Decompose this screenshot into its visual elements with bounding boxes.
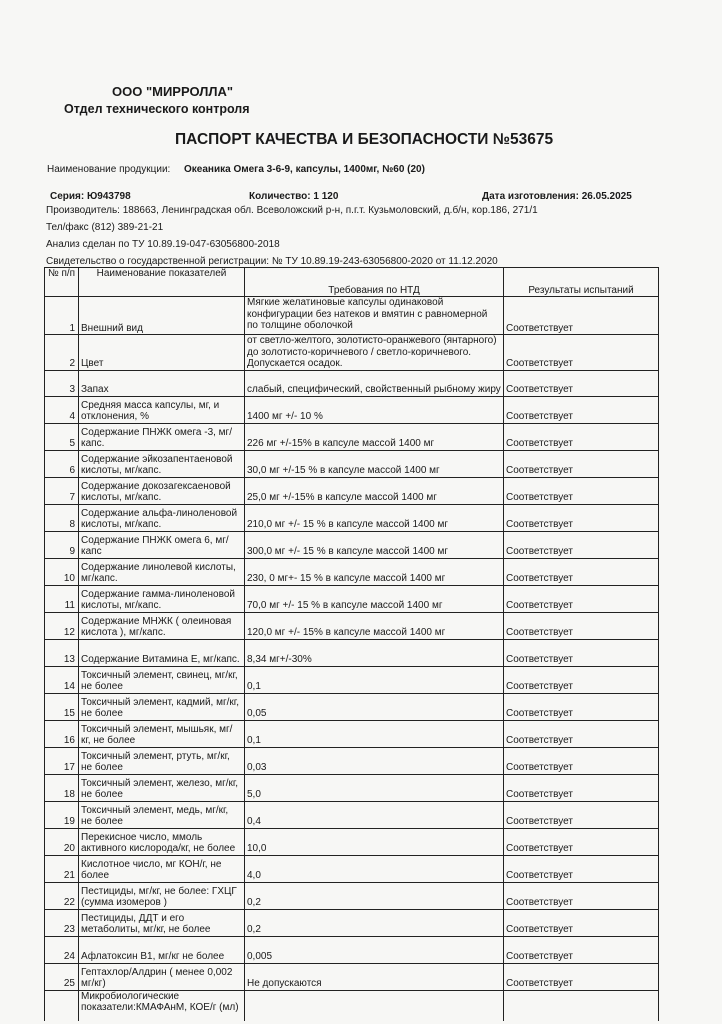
analysis-spec: Анализ сделан по ТУ 10.89.19-047-63056800-2018 [46,239,280,250]
phone: Тел/факс (812) 389-21-21 [46,222,164,233]
row-number: 12 [45,612,79,639]
test-result: Соответствует [504,882,659,909]
empty-cell [245,990,504,1021]
requirement: Не допускаются [245,963,504,990]
indicator-name: Средняя масса капсулы, мг, и отклонения, % [79,396,245,423]
table-row [45,828,659,855]
requirement: 70,0 мг +/- 15 % в капсуле массой 1400 мг [245,585,504,612]
test-result: Соответствует [504,531,659,558]
row-number: 16 [45,720,79,747]
row-number: 2 [45,335,79,371]
product-label: Наименование продукции: [47,164,171,175]
table-row [45,450,659,477]
product-value: Океаника Омега 3-6-9, капсулы, 1400мг, №60 (20) [184,164,425,175]
requirement: 300,0 мг +/- 15 % в капсуле массой 1400 мг [245,531,504,558]
table-row [45,423,659,450]
indicator-name: Содержание эйкозапентаеновой кислоты, мг/капс. [79,450,245,477]
row-number: 20 [45,828,79,855]
indicator-name: Микробиологические показатели:КМАФАнМ, КОЕ/г (мл) [79,990,245,1021]
indicator-name: Содержание ПНЖК омега -3, мг/капс. [79,423,245,450]
table-row [45,747,659,774]
indicator-name: Кислотное число, мг КОН/г, не более [79,855,245,882]
test-result: Соответствует [504,396,659,423]
table-row [45,370,659,396]
row-number: 15 [45,693,79,720]
row-number: 10 [45,558,79,585]
requirement: 4,0 [245,855,504,882]
row-number: 17 [45,747,79,774]
header-results: Результаты испытаний [504,268,659,297]
indicator-name: Содержание линолевой кислоты, мг/капс. [79,558,245,585]
test-result: Соответствует [504,855,659,882]
test-result: Соответствует [504,370,659,396]
requirement: 0,1 [245,666,504,693]
test-result: Соответствует [504,612,659,639]
indicator-name: Гептахлор/Алдрин ( менее 0,002 мг/кг) [79,963,245,990]
row-number: 8 [45,504,79,531]
requirement: 0,03 [245,747,504,774]
indicator-name: Содержание докозагексаеновой кислоты, мг/капс. [79,477,245,504]
indicator-name: Афлатоксин В1, мг/кг не более [79,936,245,963]
requirement: 0,05 [245,693,504,720]
indicator-name: Внешний вид [79,297,245,335]
requirement: 0,1 [245,720,504,747]
indicator-name: Цвет [79,335,245,371]
indicator-name: Токсичный элемент, кадмий, мг/кг, не более [79,693,245,720]
row-number: 5 [45,423,79,450]
requirement: 0,2 [245,882,504,909]
requirement: от светло-желтого, золотисто-оранжевого (янтарного) до золотисто-коричневого / светло-коричневого. Допускается осадок. [245,335,504,371]
row-number: 13 [45,639,79,666]
row-number: 24 [45,936,79,963]
requirement: 226 мг +/-15% в капсуле массой 1400 мг [245,423,504,450]
table-row [45,774,659,801]
indicator-name: Токсичный элемент, мышьяк, мг/кг, не более [79,720,245,747]
indicator-name: Токсичный элемент, железо, мг/кг, не более [79,774,245,801]
test-result: Соответствует [504,747,659,774]
test-result: Соответствует [504,774,659,801]
test-result: Соответствует [504,585,659,612]
indicator-name: Токсичный элемент, медь, мг/кг, не более [79,801,245,828]
organization-name: ООО "МИРРОЛЛА" [112,84,234,99]
empty-cell [45,990,79,1021]
indicator-name: Токсичный элемент, свинец, мг/кг, не более [79,666,245,693]
table-row [45,666,659,693]
indicator-name: Перекисное число, ммоль активного кислорода/кг, не более [79,828,245,855]
table-row [45,335,659,371]
test-result: Соответствует [504,666,659,693]
test-result: Соответствует [504,423,659,450]
row-number: 18 [45,774,79,801]
row-number: 11 [45,585,79,612]
test-result: Соответствует [504,450,659,477]
indicator-name: Содержание Витамина Е, мг/капс. [79,639,245,666]
quantity: Количество: 1 120 [249,191,339,202]
manufacturer: Производитель: 188663, Ленинградская обл. Всеволожский р-н, п.г.т. Кузьмоловский, д.б/н, кор.186, 271/1 [46,205,538,216]
requirement: 210,0 мг +/- 15 % в капсуле массой 1400 мг [245,504,504,531]
indicator-name: Запах [79,370,245,396]
table-row [45,720,659,747]
indicator-name: Токсичный элемент, ртуть, мг/кг, не более [79,747,245,774]
registration-certificate: Свидетельство о государственной регистрации: № ТУ 10.89.19-243-63056800-2020 от 11.12.2020 [46,256,498,267]
series: Серия: Ю943798 [50,191,131,202]
header-indicator: Наименование показателей [79,268,245,297]
table-row [45,612,659,639]
table-row [45,504,659,531]
row-number: 22 [45,882,79,909]
row-number: 23 [45,909,79,936]
row-number: 6 [45,450,79,477]
table-row [45,297,659,335]
row-number: 14 [45,666,79,693]
test-result: Соответствует [504,828,659,855]
table-row [45,477,659,504]
table-row [45,936,659,963]
requirement: 120,0 мг +/- 15% в капсуле массой 1400 мг [245,612,504,639]
row-number: 21 [45,855,79,882]
test-result: Соответствует [504,639,659,666]
requirement: 25,0 мг +/-15% в капсуле массой 1400 мг [245,477,504,504]
test-result: Соответствует [504,936,659,963]
row-number: 9 [45,531,79,558]
indicator-name: Содержание альфа-линоленовой кислоты, мг/капс. [79,504,245,531]
test-result: Соответствует [504,477,659,504]
indicator-name: Пестициды, ДДТ и его метаболиты, мг/кг, не более [79,909,245,936]
indicator-name: Содержание ПНЖК омега 6, мг/капс [79,531,245,558]
requirement: слабый, специфический, свойственный рыбному жиру [245,370,504,396]
test-result: Соответствует [504,558,659,585]
test-result: Соответствует [504,801,659,828]
test-result: Соответствует [504,504,659,531]
table-row [45,963,659,990]
table-row [45,693,659,720]
test-result: Соответствует [504,720,659,747]
requirement: 10,0 [245,828,504,855]
requirement: 0,005 [245,936,504,963]
test-result: Соответствует [504,297,659,335]
row-number: 4 [45,396,79,423]
row-number: 7 [45,477,79,504]
empty-cell [504,990,659,1021]
indicator-name: Содержание гамма-линоленовой кислоты, мг/капс. [79,585,245,612]
requirement: 30,0 мг +/-15 % в капсуле массой 1400 мг [245,450,504,477]
table-row [45,585,659,612]
row-number: 25 [45,963,79,990]
test-result: Соответствует [504,909,659,936]
requirement: 230, 0 мг+- 15 % в капсуле массой 1400 мг [245,558,504,585]
test-result: Соответствует [504,693,659,720]
table-row [45,396,659,423]
table-row [45,531,659,558]
table-row [45,801,659,828]
indicator-name: Пестициды, мг/кг, не более: ГХЦГ (сумма изомеров ) [79,882,245,909]
test-result: Соответствует [504,963,659,990]
requirement: 8,34 мг+/-30% [245,639,504,666]
table-row [45,882,659,909]
table-row [45,909,659,936]
requirement: 0,4 [245,801,504,828]
indicator-name: Содержание МНЖК ( олеиновая кислота ), мг/капс. [79,612,245,639]
table-row-partial [45,990,659,1021]
manufacture-date: Дата изготовления: 26.05.2025 [482,191,632,202]
row-number: 3 [45,370,79,396]
department-name: Отдел технического контроля [64,102,250,116]
table-row [45,558,659,585]
requirement: 0,2 [245,909,504,936]
header-number: № п/п [45,268,79,297]
header-requirements: Требования по НТД [245,268,504,297]
quality-table [44,267,659,1021]
table-row [45,639,659,666]
test-result: Соответствует [504,335,659,371]
row-number: 19 [45,801,79,828]
table-row [45,855,659,882]
requirement: Мягкие желатиновые капсулы одинаковой конфигурации без натеков и вмятин с равномерной по толщине оболочкой [245,297,504,335]
document-title: ПАСПОРТ КАЧЕСТВА И БЕЗОПАСНОСТИ №53675 [175,131,554,148]
requirement: 5,0 [245,774,504,801]
requirement: 1400 мг +/- 10 % [245,396,504,423]
row-number: 1 [45,297,79,335]
